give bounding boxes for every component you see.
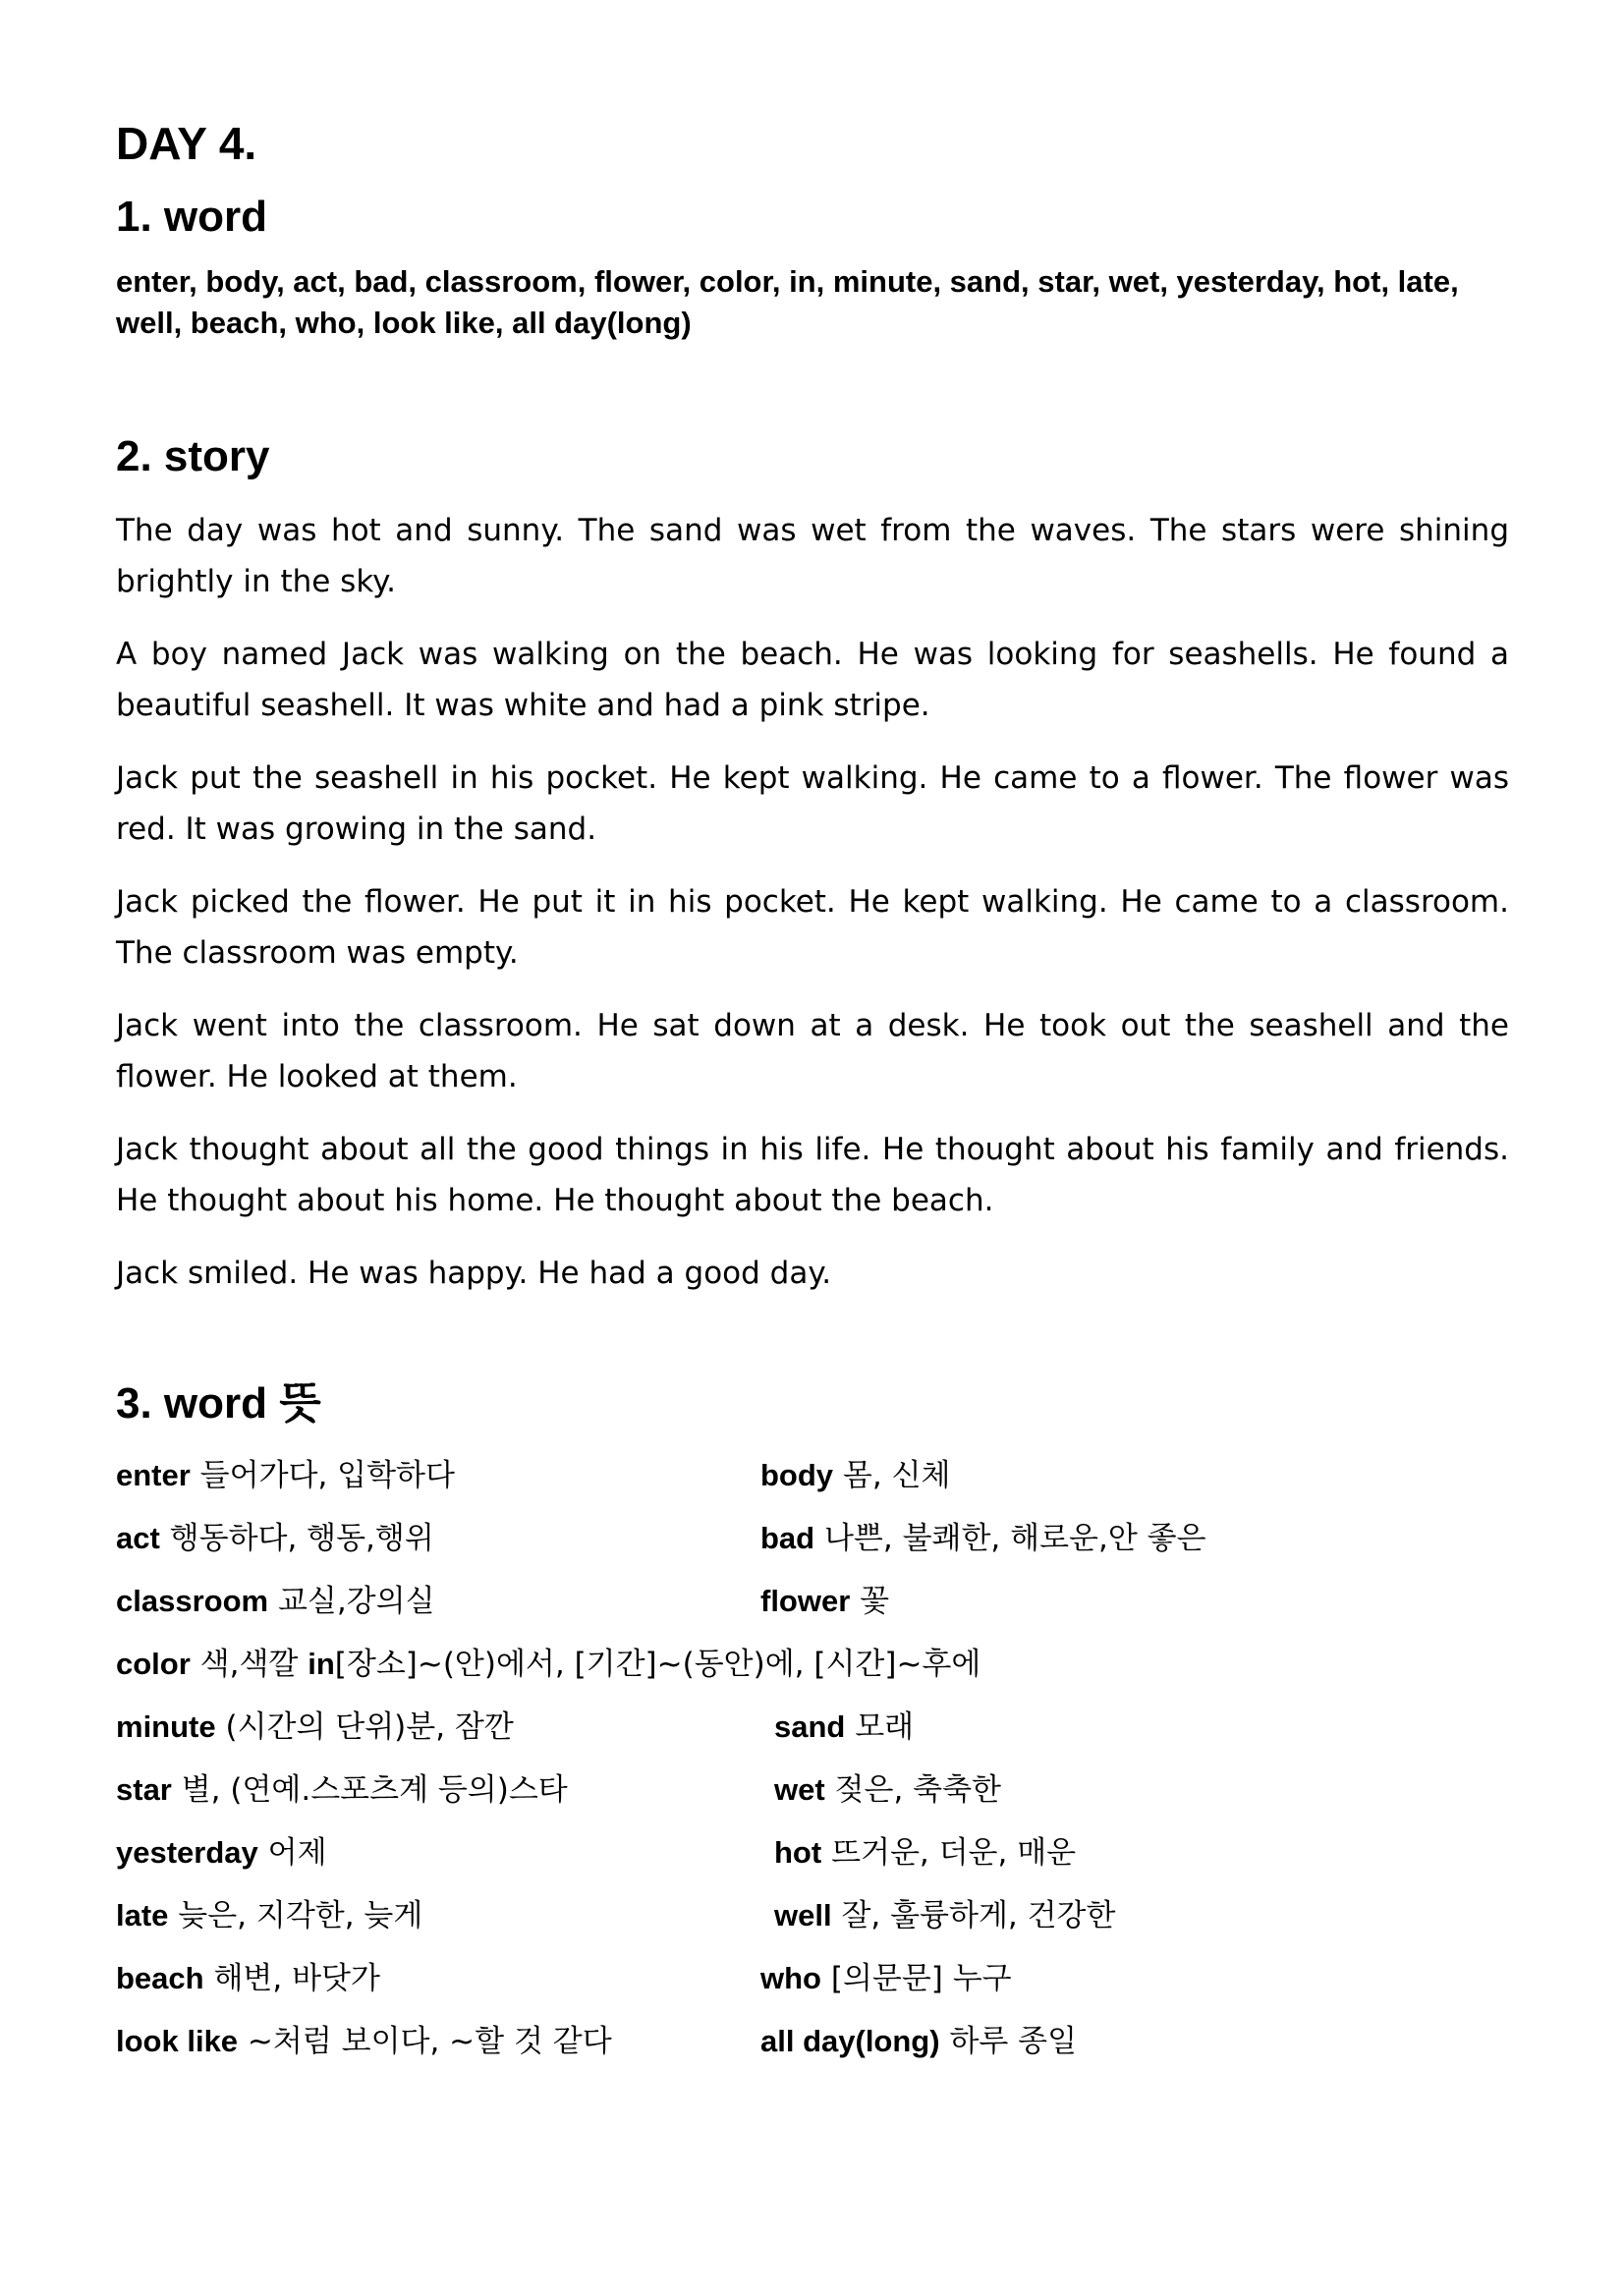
vocab-meaning: 나쁜, 불쾌한, 해로운,안 좋은 xyxy=(823,1521,1206,1556)
vocab-word: bad xyxy=(760,1521,815,1555)
vocab-word: body xyxy=(760,1458,834,1492)
vocab-word: hot xyxy=(774,1835,822,1870)
story-paragraph: Jack went into the classroom. He sat down at a desk. He took out the seashell and the flower. He looked at them. xyxy=(116,1008,1509,1094)
vocab-meaning: 뜨거운, 더운, 매운 xyxy=(831,1835,1077,1871)
meaning-entry xyxy=(774,1696,914,1759)
meaning-row xyxy=(116,1570,1509,1633)
meaning-entry xyxy=(774,1884,1115,1947)
meaning-entry xyxy=(116,1759,568,1821)
vocab-meaning: (시간의 단위)분, 잠깐 xyxy=(225,1709,514,1745)
meaning-row xyxy=(116,1507,1509,1570)
meaning-row xyxy=(116,1696,1509,1759)
meaning-entry xyxy=(116,1444,455,1507)
vocab-meaning: ~처럼 보이다, ~할 것 같다 xyxy=(247,2024,612,2059)
vocab-word: in xyxy=(308,1647,335,1681)
story-paragraph: Jack smiled. He was happy. He had a good day. xyxy=(116,1256,832,1291)
vocab-word: beach xyxy=(116,1961,204,1995)
worksheet-page xyxy=(116,116,1509,2073)
story-section-title: 2. story xyxy=(116,432,270,480)
day-title: DAY 4. xyxy=(116,118,257,169)
vocab-meaning: 하루 종일 xyxy=(949,2024,1078,2059)
meaning-entry xyxy=(116,1633,980,1696)
word-meaning-table xyxy=(116,1444,1509,2073)
story-paragraph: Jack picked the flower. He put it in his pocket. He kept walking. He came to a classroom. The classroom was empty. xyxy=(116,884,1509,971)
vocab-word: late xyxy=(116,1898,169,1932)
story-text xyxy=(116,505,1509,1299)
meaning-entry xyxy=(760,1570,889,1633)
vocab-word: star xyxy=(116,1772,172,1807)
vocab-word: classroom xyxy=(116,1584,269,1618)
meaning-entry xyxy=(760,1507,1206,1570)
vocab-word: well xyxy=(774,1898,832,1932)
meaning-entry xyxy=(116,1507,434,1570)
meaning-row xyxy=(116,1947,1509,2010)
meaning-entry xyxy=(116,1570,435,1633)
meaning-row xyxy=(116,2010,1509,2073)
vocab-meaning: 별, (연예.스포츠계 등의)스타 xyxy=(181,1772,568,1808)
vocab-word: sand xyxy=(774,1709,846,1744)
vocab-meaning: 행동하다, 행동,행위 xyxy=(169,1521,434,1556)
vocab-word: look like xyxy=(116,2024,239,2058)
meaning-row xyxy=(116,1633,1509,1696)
vocab-meaning: 꽃 xyxy=(860,1584,890,1619)
meaning-entry xyxy=(116,1696,514,1759)
meaning-entry xyxy=(116,1821,327,1884)
story-paragraph: A boy named Jack was walking on the beach. He was looking for seashells. He found a beautiful seashell. It was white and had a pink stripe. xyxy=(116,637,1509,723)
word-meaning-title-suffix: 뜻 xyxy=(279,1378,321,1428)
vocab-meaning: 잘, 훌륭하게, 건강한 xyxy=(841,1898,1116,1933)
vocab-word: act xyxy=(116,1521,160,1555)
meaning-entry xyxy=(760,2010,1077,2073)
word-list: enter, body, act, bad, classroom, flower, color, in, minute, sand, star, wet, yesterday, hot, late, well, beach, who, look like, all day(long) xyxy=(116,264,1459,340)
vocab-meaning: [의문문] 누구 xyxy=(830,1961,1012,1996)
vocab-meaning: 늦은, 지각한, 늦게 xyxy=(178,1898,423,1933)
vocab-word: who xyxy=(760,1961,821,1995)
vocab-meaning: 몸, 신체 xyxy=(842,1458,951,1493)
vocab-word: wet xyxy=(774,1772,825,1807)
meaning-entry xyxy=(760,1947,1012,2010)
vocab-word: flower xyxy=(760,1584,851,1618)
vocab-meaning: 해변, 바닷가 xyxy=(213,1961,380,1996)
meaning-row xyxy=(116,1821,1509,1884)
vocab-word: all day(long) xyxy=(760,2024,940,2058)
meaning-entry xyxy=(116,1947,380,2010)
meaning-entry xyxy=(116,1884,422,1947)
vocab-word: minute xyxy=(116,1709,216,1744)
vocab-meaning: 어제 xyxy=(267,1835,327,1871)
vocab-meaning: 색,색깔 xyxy=(199,1647,299,1682)
meaning-row xyxy=(116,1759,1509,1821)
vocab-meaning: 교실,강의실 xyxy=(277,1584,435,1619)
vocab-word: yesterday xyxy=(116,1835,258,1870)
vocab-meaning: [장소]~(안)에서, [기간]~(동안)에, [시간]~후에 xyxy=(334,1647,981,1682)
vocab-word: color xyxy=(116,1647,191,1681)
word-meaning-title-prefix: 3. word xyxy=(116,1379,268,1428)
vocab-meaning: 모래 xyxy=(855,1709,915,1745)
vocab-meaning: 젖은, 축축한 xyxy=(834,1772,1001,1808)
meaning-entry xyxy=(774,1821,1076,1884)
story-paragraph: Jack put the seashell in his pocket. He kept walking. He came to a flower. The flower was red. It was growing in the sand. xyxy=(116,760,1509,847)
meaning-entry xyxy=(774,1759,1001,1821)
vocab-meaning: 들어가다, 입학하다 xyxy=(199,1458,455,1493)
meaning-row xyxy=(116,1884,1509,1947)
meaning-entry xyxy=(760,1444,950,1507)
word-section-title: 1. word xyxy=(116,193,268,241)
word-meaning-section-title xyxy=(116,1377,1509,1430)
story-paragraph: The day was hot and sunny. The sand was wet from the waves. The stars were shining brightly in the sky. xyxy=(116,513,1509,599)
meaning-entry xyxy=(116,2010,612,2073)
story-paragraph: Jack thought about all the good things in his life. He thought about his family and friends. He thought about his home. He thought about the beach. xyxy=(116,1132,1509,1218)
meaning-row xyxy=(116,1444,1509,1507)
vocab-word: enter xyxy=(116,1458,191,1492)
